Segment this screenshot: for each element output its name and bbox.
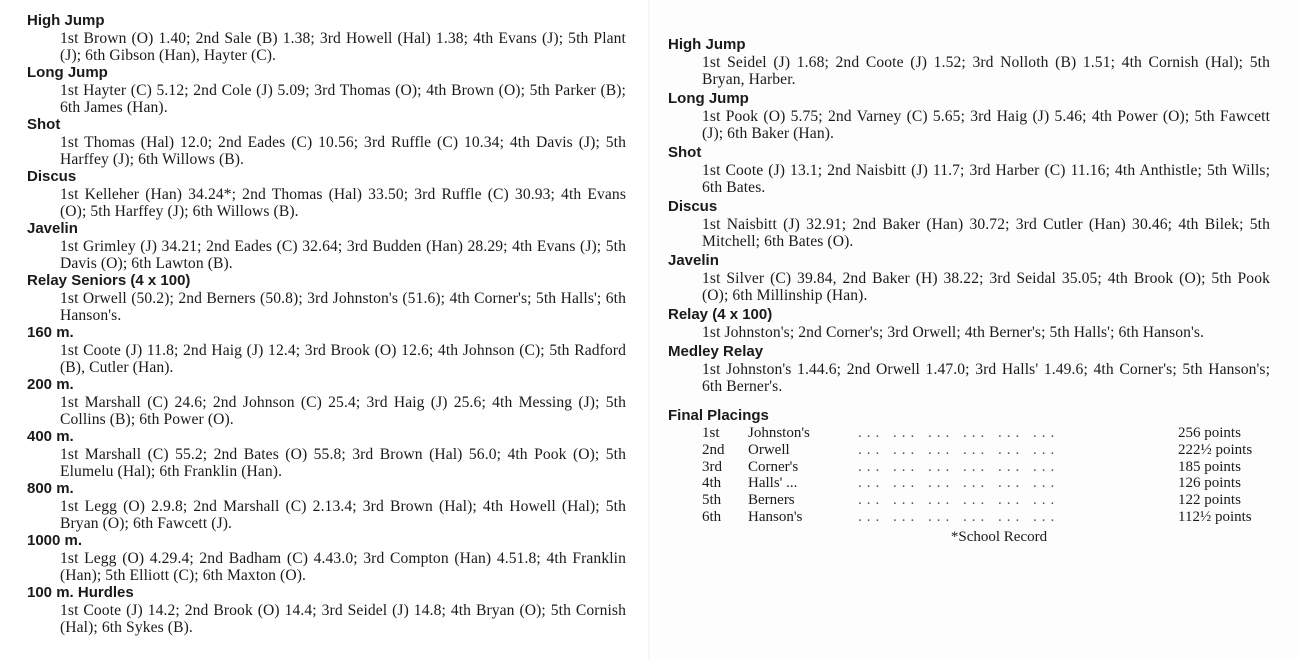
event-results: 1st Silver (C) 39.84, 2nd Baker (H) 38.22; 3rd Seidal 35.05; 4th Brook (O); 5th Pook (O); 6th Millinship (Han). (702, 270, 1270, 304)
event-heading: 1000 m. (27, 532, 83, 549)
event-block (668, 90, 1270, 142)
placing-team: Berners (748, 492, 795, 509)
placing-leader-dots: ... ... ... ... ... ... (858, 425, 1060, 441)
event-heading: Medley Relay (668, 343, 764, 360)
event-results: 1st Pook (O) 5.75; 2nd Varney (C) 5.65; 3rd Haig (J) 5.46; 4th Power (O); 5th Fawcett (J); 6th Baker (Han). (702, 108, 1270, 142)
placing-team: Johnston's (748, 425, 810, 441)
final-placings (668, 407, 1270, 546)
event-block (27, 168, 626, 220)
placing-leader-dots: ... ... ... ... ... ... (858, 441, 1060, 458)
event-block (668, 343, 1270, 395)
placing-points: 126 points (1178, 475, 1241, 492)
placing-points: 222½ points (1178, 441, 1253, 458)
event-heading: Shot (668, 144, 702, 161)
event-block (27, 532, 626, 584)
event-heading: Long Jump (27, 64, 108, 81)
event-heading: 200 m. (27, 376, 74, 393)
event-results: 1st Naisbitt (J) 32.91; 2nd Baker (Han) 30.72; 3rd Cutler (Han) 30.46; 4th Bilek; 5th Mitchell; 6th Bates (O). (702, 216, 1270, 250)
placing-row (668, 442, 1270, 459)
placing-points: 112½ points (1178, 508, 1252, 525)
placing-points: 256 points (1178, 425, 1241, 441)
event-block (27, 584, 626, 636)
event-heading: 400 m. (27, 428, 74, 445)
placing-position: 5th (702, 492, 722, 509)
event-heading: 160 m. (27, 324, 74, 341)
event-heading: Shot (27, 116, 61, 133)
event-heading: Long Jump (668, 90, 749, 107)
event-heading: Relay Seniors (4 x 100) (27, 272, 191, 289)
event-results: 1st Kelleher (Han) 34.24*; 2nd Thomas (Hal) 33.50; 3rd Ruffle (C) 30.93; 4th Evans (O); 5th Harffey (J); 6th Willows (B). (60, 186, 626, 220)
event-results: 1st Marshall (C) 55.2; 2nd Bates (O) 55.8; 3rd Brown (Hal) 56.0; 4th Pook (O); 5th Elumelu (Hal); 6th Franklin (Han). (60, 446, 626, 480)
event-results: 1st Legg (O) 2.9.8; 2nd Marshall (C) 2.13.4; 3rd Brown (Hal); 4th Howell (Hal); 5th Bryan (O); 6th Fawcett (J). (60, 498, 626, 532)
placing-points: 185 points (1178, 458, 1241, 475)
placing-team: Corner's (748, 458, 799, 475)
right-events (668, 36, 1270, 395)
placing-position: 4th (702, 475, 722, 492)
event-results: 1st Coote (J) 13.1; 2nd Naisbitt (J) 11.7; 3rd Harber (C) 11.16; 4th Anthistle; 5th Wills; 6th Bates. (702, 162, 1270, 196)
event-block (668, 306, 1270, 341)
placings-table (668, 425, 1270, 526)
school-record-note: *School Record (950, 528, 1048, 545)
event-block (27, 12, 626, 64)
event-results: 1st Grimley (J) 34.21; 2nd Eades (C) 32.64; 3rd Budden (Han) 28.29; 4th Evans (J); 5th Davis (O); 6th Lawton (B). (60, 238, 626, 272)
event-results: 1st Thomas (Hal) 12.0; 2nd Eades (C) 10.56; 3rd Ruffle (C) 10.34; 4th Davis (J); 5th Harffey (J); 6th Willows (B). (60, 134, 626, 168)
placing-row (668, 459, 1270, 476)
event-results: 1st Brown (O) 1.40; 2nd Sale (B) 1.38; 3rd Howell (Hal) 1.38; 4th Evans (J); 5th Plant (J); 6th Gibson (Han), Hayter (C). (60, 30, 626, 64)
final-placings-heading: Final Placings (668, 407, 769, 424)
event-heading: 100 m. Hurdles (27, 584, 134, 601)
event-block (668, 198, 1270, 250)
event-results: 1st Legg (O) 4.29.4; 2nd Badham (C) 4.43.0; 3rd Compton (Han) 4.51.8; 4th Franklin (Han); 5th Elliott (C); 6th Maxton (O). (60, 550, 626, 584)
placing-points: 122 points (1178, 492, 1241, 509)
placing-leader-dots: ... ... ... ... ... ... (858, 475, 1060, 492)
placing-team: Halls' ... (748, 475, 798, 492)
event-results: 1st Marshall (C) 24.6; 2nd Johnson (C) 25.4; 3rd Haig (J) 25.6; 4th Messing (J); 5th Collins (B); 6th Power (O). (60, 394, 626, 428)
placing-position: 2nd (702, 441, 725, 458)
placing-leader-dots: ... ... ... ... ... ... (858, 508, 1060, 525)
placing-team: Orwell (748, 441, 790, 458)
event-results: 1st Seidel (J) 1.68; 2nd Coote (J) 1.52; 3rd Nolloth (B) 1.51; 4th Cornish (Hal); 5th Bryan, Harber. (702, 54, 1270, 88)
placing-team: Hanson's (748, 508, 803, 525)
placing-leader-dots: ... ... ... ... ... ... (858, 458, 1060, 475)
placing-row (668, 425, 1270, 442)
placing-row (668, 509, 1270, 526)
placing-row (668, 475, 1270, 492)
event-heading: Discus (668, 198, 718, 215)
event-block (27, 324, 626, 376)
event-block (27, 428, 626, 480)
event-results: 1st Hayter (C) 5.12; 2nd Cole (J) 5.09; 3rd Thomas (O); 4th Brown (O); 5th Parker (B); 6th James (Han). (60, 82, 626, 116)
event-block (27, 480, 626, 532)
right-page (650, 0, 1300, 660)
event-heading: High Jump (27, 12, 105, 29)
event-block (27, 116, 626, 168)
placing-leader-dots: ... ... ... ... ... ... (858, 492, 1060, 509)
event-block (27, 64, 626, 116)
placing-row (668, 492, 1270, 509)
event-heading: 800 m. (27, 480, 74, 497)
event-heading: Javelin (668, 252, 719, 269)
event-results: 1st Coote (J) 14.2; 2nd Brook (O) 14.4; 3rd Seidel (J) 14.8; 4th Bryan (O); 5th Cornish (Hal); 6th Sykes (B). (60, 602, 626, 636)
event-block (27, 376, 626, 428)
event-heading: Relay (4 x 100) (668, 306, 773, 323)
event-heading: High Jump (668, 36, 746, 53)
event-block (668, 252, 1270, 304)
event-results: 1st Orwell (50.2); 2nd Berners (50.8); 3rd Johnston's (51.6); 4th Corner's; 5th Halls'; 6th Hanson's. (60, 290, 626, 324)
event-block (27, 220, 626, 272)
event-results: 1st Johnston's 1.44.6; 2nd Orwell 1.47.0; 3rd Halls' 1.49.6; 4th Corner's; 5th Hanson's; 6th Berner's. (702, 361, 1270, 395)
placing-position: 1st (702, 425, 720, 441)
event-results: 1st Johnston's; 2nd Corner's; 3rd Orwell; 4th Berner's; 5th Halls'; 6th Hanson's. (702, 324, 1205, 341)
event-heading: Discus (27, 168, 77, 185)
event-block (668, 36, 1270, 88)
event-block (27, 272, 626, 324)
placing-position: 3rd (702, 458, 722, 475)
event-heading: Javelin (27, 220, 78, 237)
event-results: 1st Coote (J) 11.8; 2nd Haig (J) 12.4; 3rd Brook (O) 12.6; 4th Johnson (C); 5th Radford (B), Cutler (Han). (60, 342, 626, 376)
event-block (668, 144, 1270, 196)
placing-position: 6th (702, 508, 722, 525)
